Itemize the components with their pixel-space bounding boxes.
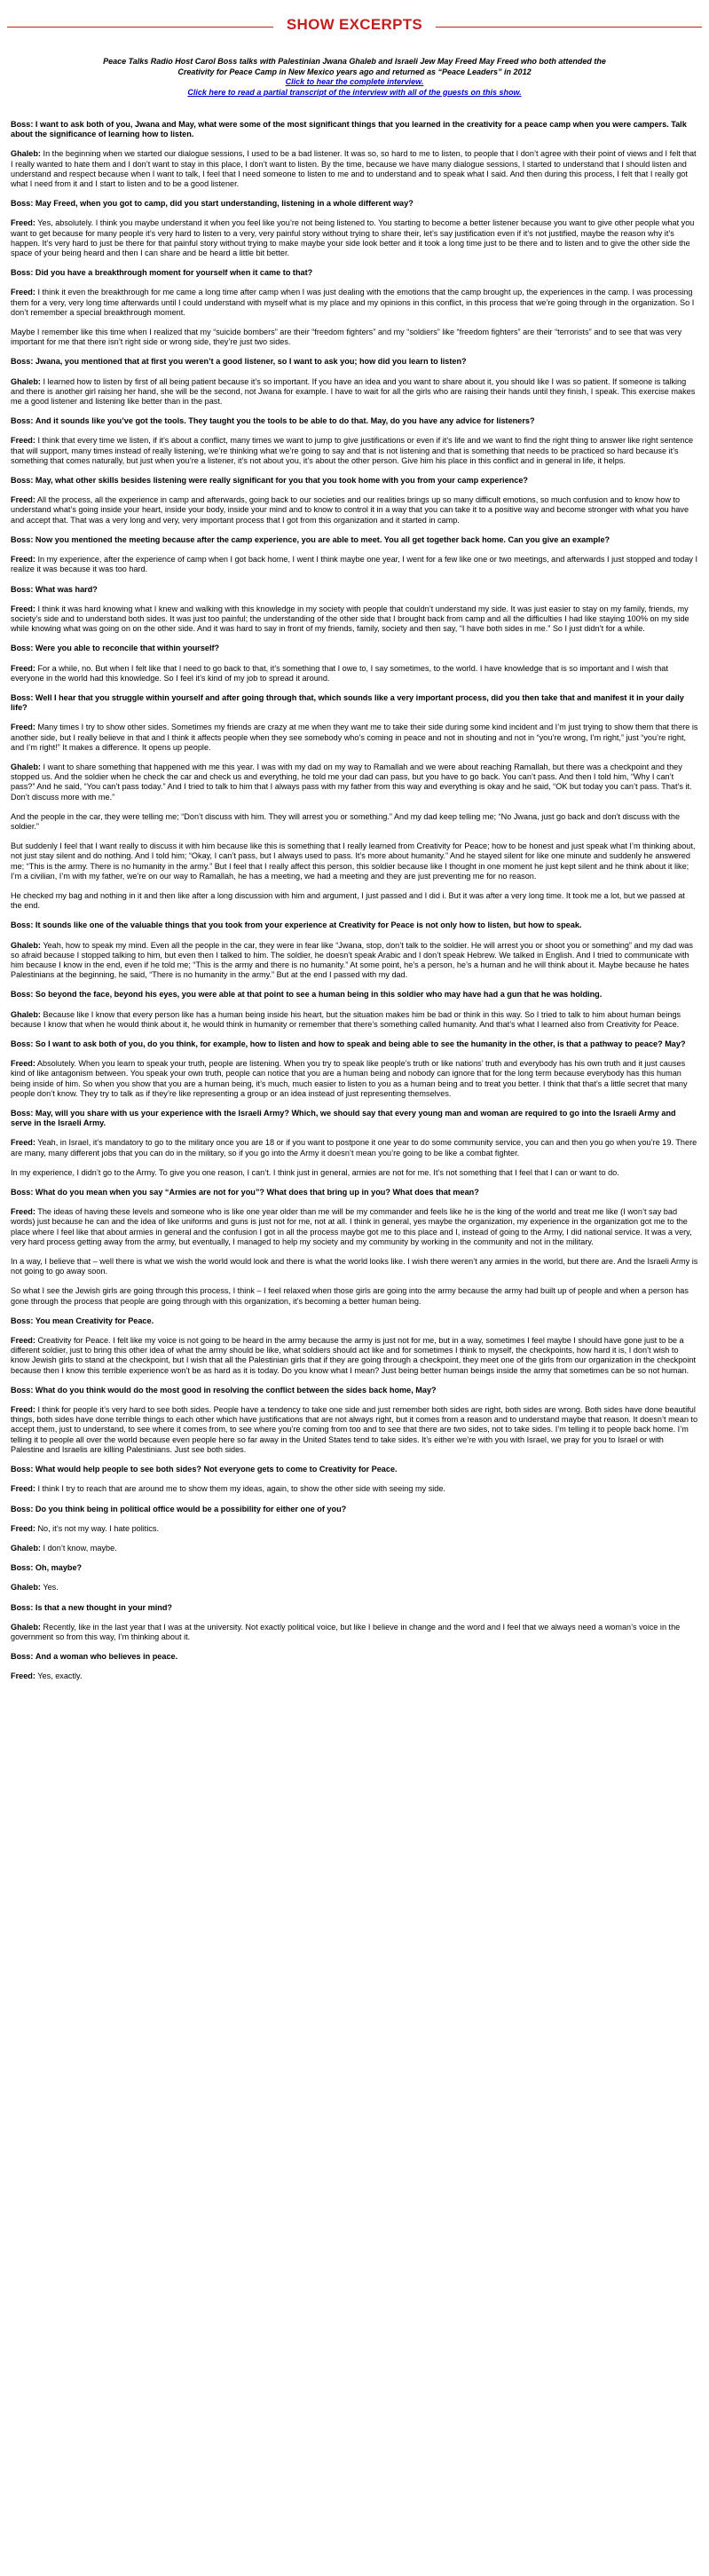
transcript-paragraph: [11, 585, 698, 595]
question-text: Well I hear that you struggle within yourself and after going through that, which sounds like a very important process, did you then take that and manifest it in your daily life?: [11, 692, 684, 713]
answer-text: Yeah, in Israel, it’s mandatory to go to the military once you are 18 or if you want to postpone it one year to do some community service, you can and then you go when you’re 19. There are many, many different jobs that you can do in the military, so if you go into the Army it doesn’t mean you’re going to be like a combat fighter.: [11, 1138, 697, 1158]
transcript-paragraph: [11, 1059, 698, 1099]
speaker-label: Boss:: [11, 268, 34, 278]
answer-text: He checked my bag and nothing in it and then like after a long discussion with him and argument, I just passed and I did i. But it was after a very long time. It took me a lot, but we passed at the end.: [11, 890, 685, 911]
answer-text: Creativity for Peace. I felt like my voice is not going to be heard in the army because the army is just not for me, but in a way, sometimes I feel maybe I should have gone just to be a different soldier, just to bring this other idea of what the army should be like, what soldiers should act like and for sometimes I think to myself, the checkpoints, how hard it is, I don’t wish to know Jewish girls to stand at the checkpoint, but I wish that all the Palestinian girls that if they are going through a checkpoint, they meet one of the girls from our organization in the checkpoint because then I know this terrible experience won’t be as hard as it is today. Do you know what I mean? Just being better human beings inside the army that sometimes can be so not human.: [11, 1336, 697, 1375]
transcript-paragraph: [11, 1465, 698, 1474]
speaker-label: Boss:: [11, 1504, 34, 1513]
speaker-label: Freed:: [11, 1138, 35, 1148]
question-text: And it sounds like you’ve got the tools. They taught you the tools to be able to do that. May, do you have any advice for listeners?: [35, 416, 535, 426]
transcript-paragraph: [11, 891, 698, 911]
answer-text: No, it’s not my way. I hate politics.: [37, 1523, 160, 1533]
speaker-label: Freed:: [11, 1336, 35, 1346]
answer-text: In the beginning when we started our dialogue sessions, I used to be a bad listener. It was so, so hard to me to listen, to people that I don’t agree with their point of views and I felt that I really wanted to hate them and I don’t want to stay in this place, I don’t want to listen. By the time, because we have many dialogue sessions, I started to understand that I should listen and understand and respect because when I want to talk, I feel that I need someone to listen to me and to understand and to speak what I said. And then during this process, I felt that I really got what I need from it and I start to listen and to be a good listener.: [11, 149, 697, 189]
speaker-label: Freed:: [11, 1671, 35, 1681]
speaker-label: Boss:: [11, 1563, 34, 1573]
question-text: Now you mentioned the meeting because after the camp experience, you are able to meet. You all get together back home. Can you give an example?: [35, 534, 611, 544]
speaker-label: Boss:: [11, 1188, 34, 1197]
speaker-label: Freed:: [11, 555, 35, 565]
transcript-paragraph: [11, 1603, 698, 1613]
transcript-paragraph: [11, 664, 698, 684]
question-text: So beyond the face, beyond his eyes, you were able at that point to see a human being in this soldier who may have had a gun that he was holding.: [35, 990, 603, 1000]
transcript-paragraph: [11, 1386, 698, 1395]
speaker-label: Boss:: [11, 357, 34, 367]
speaker-label: Ghaleb:: [11, 940, 41, 950]
transcript-paragraph: [11, 328, 698, 347]
transcript-paragraph: [11, 1544, 698, 1553]
transcript-paragraph: [11, 1138, 698, 1158]
question-text: May, what other skills besides listening were really significant for you that you took home with you from your camp experience?: [35, 476, 528, 486]
transcript-paragraph: [11, 495, 698, 525]
transcript-paragraph: [11, 1405, 698, 1455]
intro-line: Peace Talks Radio Host Carol Boss talks with Palestinian Jwana Ghaleb and Israeli Jew May Freed May Freed who both attended the: [103, 57, 606, 66]
speaker-label: Freed:: [11, 723, 35, 732]
answer-text: I want to share something that happened with me this year. I was with my dad on my way to Ramallah and we were about reaching Ramallah, but there was a checkpoint and they stopped us. And the soldier when he check the car and check us and everything, he told me your dad can pass, but you have to go back. You can’t pass. And then I told him, “Why I can’t pass?” And he said, “You can’t pass today.” And I tried to talk to him that I always pass with my father from this way and everything is okay and he said, “OK but today you can’t pass. That’s it. Don’t discuss more with me.”: [11, 762, 692, 802]
speaker-label: Boss:: [11, 1465, 34, 1474]
transcript-paragraph: [11, 436, 698, 466]
speaker-label: Boss:: [11, 199, 34, 209]
answer-text: I think for people it’s very hard to see both sides. People have a tendency to take one side and just remember both sides are right, both sides are wrong. Both sides have done beautiful things, both sides have done terrible things to each other which have justifications that are not always right, but it comes from a reason and to understand maybe that reason. It doesn’t mean to accept them, just to understand, to see where it comes from, to see where you’re coming from too and to see that there are two sides, not to take sides. I’m telling it to people back home. I’m telling it to people all over the world because even people here so far away in the United States tend to take sides. It’s either we’re with you with Israel, we pray for you to Israel or with Palestine and Israelis are killing Palestinians. Just see both sides.: [11, 1405, 698, 1454]
transcript-paragraph: [11, 1286, 698, 1306]
transcript-paragraph: [11, 120, 698, 139]
answer-text: But suddenly I feel that I want really to discuss it with him because like this is something that I really learned from Creativity for Peace; how to be honest and just speak what I’m thinking about, not just stay silent and do nothing. And I told him; “Okay, I can’t pass, but I always used to pass. It’s more about humanity.” And he stayed silent for like one minute and suddenly he answered me; “This is the army. There is no humanity in the army.” But I feel that I really affect this person, this soldier because like I thought in one moment he just kept silent and he think about it like; I’m a civilian, I’m with my father, we’re on our way to Ramallah, he has a meeting, we had a meeting and they are just preventing me for no reason.: [11, 842, 696, 881]
transcript-paragraph: [11, 1039, 698, 1049]
answer-text: In my experience, I didn’t go to the Army. To give you one reason, I can’t. I think just in general, armies are not for me. It’s not something that I feel that I can or want to do.: [11, 1167, 619, 1177]
transcript-paragraph: [11, 990, 698, 1000]
question-text: Were you able to reconcile that within yourself?: [35, 644, 220, 653]
question-text: Did you have a breakthrough moment for yourself when it came to that?: [35, 268, 313, 278]
transcript-paragraph: [11, 535, 698, 545]
answer-text: I think it even the breakthrough for me came a long time after camp when I was just dealing with the emotions that the camp brought up, the experiences in the camp. I was processing them for a very, very long time afterwards until I could understand with myself what is my place and my opinions in this conflict, in this process that we’re going through in the organization. So I don’t remember a special breakthrough moment.: [11, 288, 695, 317]
transcript-paragraph: [11, 1563, 698, 1573]
transcript-paragraph: [11, 218, 698, 258]
transcript-paragraph: [11, 723, 698, 753]
speaker-label: Freed:: [11, 1059, 35, 1069]
question-text: Do you think being in political office would be a possibility for either one of you?: [35, 1504, 347, 1513]
question-text: Jwana, you mentioned that at first you weren’t a good listener, so I want to ask you; how did you learn to listen?: [35, 357, 467, 367]
transcript-paragraph: [11, 644, 698, 653]
listen-link[interactable]: Click to hear the complete interview.: [285, 77, 424, 86]
question-text: What do you think would do the most good in resolving the conflict between the sides back home, May?: [35, 1385, 437, 1395]
question-text: What do you mean when you say “Armies are not for you”? What does that bring up in you? What does that mean?: [35, 1188, 479, 1197]
speaker-label: Freed:: [11, 604, 35, 613]
transcript-paragraph: [11, 199, 698, 209]
transcript-paragraph: [11, 288, 698, 318]
answer-text: All the process, all the experience in camp and afterwards, going back to our societies and our realities brings up so many difficult emotions, so much confusion and to know how to understand what’s going inside your heart, inside your body, inside your mind and to know to control it in a way that you can take it to a positive way and become stronger with what you have and accept that. That was a very long and very, very important process that I got from this organization and it started in camp.: [11, 495, 689, 525]
speaker-label: Freed:: [11, 1405, 35, 1415]
answer-text: Many times I try to show other sides. Sometimes my friends are crazy at me when they want me to take their side during some kind incident and I’m just trying to show them that there is another side, but I really believe in that and I think it affects people when they see somebody who’s coming in peace and not in shouting and not in “you’re wrong, I’m right,” just “you’re right, and I’m right!” It makes a difference. It opens up people.: [11, 723, 698, 752]
question-text: I want to ask both of you, Jwana and May, what were some of the most significant things that you learned in the creativity for a peace camp when you were campers. Talk about the significance of learning how to listen.: [11, 120, 687, 139]
question-text: So I want to ask both of you, do you think, for example, how to listen and how to speak and being able to see the humanity in the other, is that a pathway to peace? May?: [35, 1039, 686, 1048]
answer-text: Yeah, how to speak my mind. Even all the people in the car, they were in fear like “Jwana, stop, don’t talk to the soldier. He will arrest you or shoot you or something” and my dad was so afraid because I stopped talking to him, but even then I talked to him. The soldier, he doesn’t speak Arabic and I don’t speak Hebrew. We talked in English. And I tried to communicate with him because I know in the end, even if he told me; “This is the army and there is no humanity.” At some point, he’s a person, he’s a human and he will think about it. Maybe because he hates Palestinians at the beginning, he said, “There is no humanity in the army.” But at the end I passed with my dad.: [11, 940, 693, 980]
transcript-paragraph: [11, 1671, 698, 1681]
question-text: What would help people to see both sides? Not everyone gets to come to Creativity for Peace.: [35, 1465, 398, 1474]
transcript-paragraph: [11, 268, 698, 278]
speaker-label: Freed:: [11, 218, 35, 228]
answer-text: Because like I know that every person like has a human being inside his heart, but the situation makes him be bad or think in this way. So I tried to talk to him about human beings because I know that when he would think about it, he would think in humanity or remember that there’s something called humanity. And that’s what I learned also from Creativity for Peace.: [11, 1009, 681, 1029]
answer-text: Yes.: [43, 1583, 59, 1592]
speaker-label: Ghaleb:: [11, 149, 41, 159]
speaker-label: Ghaleb:: [11, 1622, 41, 1632]
speaker-label: Ghaleb:: [11, 376, 41, 386]
speaker-label: Boss:: [11, 692, 34, 702]
speaker-label: Freed:: [11, 663, 35, 673]
question-text: What was hard?: [35, 584, 98, 594]
question-text: May, will you share with us your experience with the Israeli Army? Which, we should say that every young man and woman are required to go into the Israeli Army and serve in the Israeli Army.: [11, 1109, 676, 1128]
transcript-link[interactable]: Click here to read a partial transcript of the interview with all of the guests on this show.: [187, 87, 522, 97]
speaker-label: Freed:: [11, 1484, 35, 1494]
speaker-label: Boss:: [11, 584, 34, 594]
speaker-label: Boss:: [11, 1385, 34, 1395]
speaker-label: Ghaleb:: [11, 762, 41, 771]
transcript-paragraph: [11, 1623, 698, 1642]
transcript-paragraph: [11, 1524, 698, 1534]
transcript-paragraph: [11, 1583, 698, 1592]
header-rule-right: [436, 27, 702, 28]
transcript-paragraph: [11, 812, 698, 832]
question-text: Oh, maybe?: [35, 1563, 83, 1573]
speaker-label: Freed:: [11, 288, 35, 297]
answer-text: And the people in the car, they were telling me; “Don’t discuss with him. They will arrest you or something.” And my dad keep telling me; “No Jwana, just go back and don’t discuss with the soldier.”: [11, 811, 681, 831]
answer-text: I learned how to listen by first of all being patient because it’s so important. If you have an idea and you want to share about it, you should like I was so patient. If someone is talking and there is another girl raising her hand, she will be the second, not Jwana for example. I have to wait for all the girls who are raising their hands until they finish, I speak. This exercise makes me a good listener and listening like better than in the past.: [11, 376, 696, 407]
speaker-label: Boss:: [11, 1039, 34, 1048]
speaker-label: Freed:: [11, 1207, 35, 1217]
transcript-paragraph: [11, 921, 698, 930]
transcript: [11, 120, 698, 1692]
speaker-label: Boss:: [11, 1316, 34, 1325]
transcript-paragraph: [11, 1336, 698, 1376]
answer-text: So what I see the Jewish girls are going through this process, I think – I feel relaxed when those girls are going into the army because the army had built up of people and when a person has gone through the process that people are going through with this organization, it’s becoming a better human being.: [11, 1286, 689, 1306]
speaker-label: Ghaleb:: [11, 1009, 41, 1019]
answer-text: Absolutely. When you learn to speak your truth, people are listening. When you try to speak like people’s truth or like nations’ truth and everybody has his own truth and it just causes kind of like antagonism between. You speak your own truth, people can notice that you are a human being and nobody can ignore that for the long term because everybody has this human being inside of him. So when you show that you are a human being, it’s much, much easier to listen to you as a human being and to treat you better. I think that that’s a little secret that many people don’t know. They try to talk as if they’re like representing a group or an idea instead of just representing themselves.: [11, 1059, 688, 1098]
speaker-label: Ghaleb:: [11, 1543, 41, 1553]
answer-text: For a while, no. But when I felt like that I need to go back to that, it’s something that I owe to, I say sometimes, to the world. I have knowledge that is so important and I wish that everyone in the world had this knowledge. So I feel it’s kind of my job to spread it around.: [11, 663, 668, 683]
transcript-paragraph: [11, 416, 698, 426]
speaker-label: Boss:: [11, 476, 34, 486]
answer-text: I think that every time we listen, if it’s about a conflict, many times we want to jump to give justifications or even if it’s life and we want to find the right thing to answer like right sentence that will support, many times instead of really listening, we’re thinking what we’re going to say and that is not listening and that is something that needs to be practiced so hard because it’s something that comes naturally, but just when you’re a listener, it’s not about you, it’s about the other person. Give him his place in this conflict and in general in life, it helps.: [11, 436, 694, 465]
transcript-paragraph: [11, 1652, 698, 1662]
transcript-paragraph: [11, 149, 698, 189]
speaker-label: Freed:: [11, 436, 35, 446]
speaker-label: Boss:: [11, 644, 34, 653]
transcript-paragraph: [11, 357, 698, 367]
answer-text: In my experience, after the experience of camp when I got back home, I went I think maybe one year, I went for a few like one or two meetings, and afterwards I just stopped and today I realize it was because it was too hard.: [11, 555, 698, 574]
intro-line: Creativity for Peace Camp in New Mexico years ago and returned as “Peace Leaders” in 2012: [177, 67, 532, 76]
transcript-paragraph: [11, 1505, 698, 1514]
speaker-label: Boss:: [11, 921, 34, 930]
transcript-paragraph: [11, 1207, 698, 1247]
answer-text: I don’t know, maybe.: [43, 1543, 117, 1553]
answer-text: In a way, I believe that – well there is what we wish the world would look and there is what the world looks like. I wish there weren’t any armies in the world, but there are. And the Israeli Army is not going to go away soon.: [11, 1257, 698, 1276]
speaker-label: Boss:: [11, 120, 34, 129]
speaker-label: Boss:: [11, 1652, 34, 1662]
transcript-paragraph: [11, 1109, 698, 1128]
speaker-label: Freed:: [11, 495, 35, 505]
answer-text: I think it was hard knowing what I knew and walking with this knowledge in my society with people that couldn’t understand my side. It was just easier to stay on my family, friends, my society’s side and to understand both sides. It was just too painful; the understanding of the other side that I brought back from camp and all the difficulties I had like staying 100% on my side while knowing what was going on on the other side. And it was hard to say in front of my friends, family, society and then say, “I have both sides in me.” So I just didn’t for a while.: [11, 604, 689, 634]
answer-text: Recently, like in the last year that I was at the university. Not exactly political voice, but like I believe in change and the word and I feel that we always need a woman’s voice in the government so from this way, I’m thinking about it.: [11, 1622, 681, 1641]
transcript-paragraph: [11, 1257, 698, 1276]
speaker-label: Boss:: [11, 534, 34, 544]
answer-text: The ideas of having these levels and someone who is like one year older than me will be my commander and feels like he is the king of the world and treat me like (I won’t say bad words) just because he can and the idea of like uniforms and guns is just not for me, not at all. I think in general, yes maybe the organization, my experience in the organization got me to the place where I feel like that about armies in general and the confusion I got in all the process maybe got me to this place and I, instead of going to the Army, I did national service. It was a very, very hard process getting away from the army, but eventually, I managed to help my society and my community by working in the community and not in the military.: [11, 1207, 692, 1246]
transcript-paragraph: [11, 476, 698, 486]
transcript-paragraph: [11, 842, 698, 881]
speaker-label: Boss:: [11, 1602, 34, 1612]
answer-text: Yes, exactly.: [37, 1671, 83, 1681]
transcript-paragraph: [11, 604, 698, 635]
transcript-paragraph: [11, 1010, 698, 1030]
transcript-paragraph: [11, 1484, 698, 1494]
transcript-paragraph: [11, 941, 698, 981]
transcript-paragraph: [11, 1188, 698, 1197]
answer-text: Maybe I remember like this time when I realized that my “suicide bombers” are their “freedom fighters” and my “soldiers” like “freedom fighters” are their “terrorists” and to see that was very important for me that there isn’t right side or wrong side, they’re just two sides.: [11, 328, 682, 347]
answer-text: Yes, absolutely. I think you maybe understand it when you feel like you’re not being listened to. You starting to become a better listener because you want to give other people what you want to get because for many people it’s very hard to listen to a very, very painful story without trying to share their, let’s say justification even if it’s not justified, maybe the reason why it’s happen. It’s very hard to just be there for that painful story without trying to make maybe your side look better and it took a long time just to be there and to listen and to give the other side the space of your being heard and then I can share and be heard a little bit better.: [11, 218, 695, 258]
transcript-paragraph: [11, 1316, 698, 1326]
speaker-label: Freed:: [11, 1523, 35, 1533]
question-text: You mean Creativity for Peace.: [35, 1316, 154, 1325]
transcript-paragraph: [11, 1168, 698, 1178]
question-text: And a woman who believes in peace.: [35, 1652, 178, 1662]
question-text: May Freed, when you got to camp, did you start understanding, listening in a whole different way?: [35, 199, 414, 209]
speaker-label: Ghaleb:: [11, 1583, 41, 1592]
page-header: [0, 5, 709, 51]
transcript-paragraph: [11, 693, 698, 713]
speaker-label: Boss:: [11, 1109, 34, 1118]
transcript-paragraph: [11, 555, 698, 574]
transcript-paragraph: [11, 763, 698, 802]
speaker-label: Boss:: [11, 990, 34, 1000]
transcript-paragraph: [11, 377, 698, 407]
question-text: It sounds like one of the valuable things that you took from your experience at Creativity for Peace is not only how to listen, but how to speak.: [35, 921, 582, 930]
speaker-label: Boss:: [11, 416, 34, 426]
answer-text: I think I try to reach that are around me to show them my ideas, again, to show the other side with seeing my side.: [37, 1484, 445, 1494]
intro-block: [53, 57, 656, 98]
page-title: SHOW EXCERPTS: [286, 16, 423, 33]
question-text: Is that a new thought in your mind?: [35, 1602, 173, 1612]
